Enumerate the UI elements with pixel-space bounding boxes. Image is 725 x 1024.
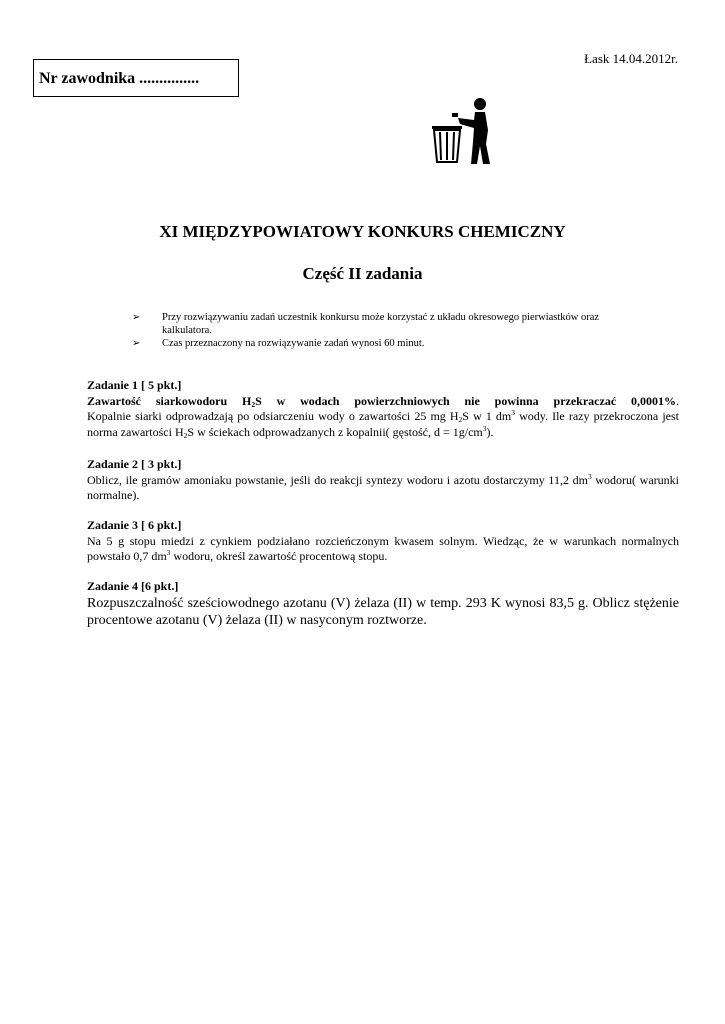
task-heading: Zadanie 3 [ 6 pkt.]: [87, 518, 182, 532]
rule-item: [132, 337, 602, 350]
part-subtitle: Część II zadania: [302, 264, 423, 283]
task-heading: Zadanie 4 [6 pkt.]: [87, 579, 179, 593]
task-statement: Zawartość siarkowodoru $H_2S$ w wodach powierzchniowych nie powinna przekraczać 0,0001%.: [87, 393, 679, 409]
task-2: [87, 457, 679, 504]
task-body: Kopalnie siarki odprowadzają po odsiarczeniu wody o zawartości 25 mg $H_2S$ w 1 $dm^3$ wody. Ile razy przekroczona jest norma zawartości $H_2S$ w ściekach odprowadzanych z kopalnii( gęstość, $d = 1g/cm^3$).: [87, 408, 679, 440]
trash-bin-person-icon: [428, 96, 500, 166]
rule-item: [132, 311, 602, 337]
contest-title: XI MIĘDZYPOWIATOWY KONKURS CHEMICZNY: [159, 222, 566, 241]
arrow-bullet-icon: ➢: [132, 338, 141, 349]
task-3: [87, 518, 679, 565]
rule-text: Czas przeznaczony na rozwiązywanie zadań wynosi 60 minut.: [162, 338, 425, 349]
task-1: [87, 378, 679, 440]
contestant-number-box: Nr zawodnika ...............: [33, 59, 239, 97]
task-heading: Zadanie 2 [ 3 pkt.]: [87, 457, 182, 471]
arrow-bullet-icon: ➢: [132, 312, 141, 323]
task-body: Oblicz, ile gramów amoniaku powstanie, jeśli do reakcji syntezy wodoru i azotu dostarczymy 11,2 $dm^3$ wodoru( warunki normalne).: [87, 471, 679, 502]
date-label: Łask 14.04.2012r.: [584, 51, 678, 66]
task-body: Rozpuszczalność sześciowodnego azotanu (V) żelaza (II) w temp. 293 K wynosi 83,5 g. Oblicz stężenie procentowe azotanu (V) żelaza (II) w nasyconym roztworze.: [87, 595, 679, 628]
task-4: [87, 579, 679, 629]
rules-list: [132, 311, 602, 350]
task-body: Na 5 g stopu miedzi z cynkiem podziałano rozcieńczonym kwasem solnym. Wiedząc, że w warunkach normalnych powstało 0,7 $dm^3$ wodoru, określ zawartość procentową stopu.: [87, 533, 679, 563]
rule-text: Przy rozwiązywaniu zadań uczestnik konkursu może korzystać z układu okresowego pierwiastków oraz kalkulatora.: [162, 312, 600, 336]
task-heading: Zadanie 1 [ 5 pkt.]: [87, 378, 182, 392]
